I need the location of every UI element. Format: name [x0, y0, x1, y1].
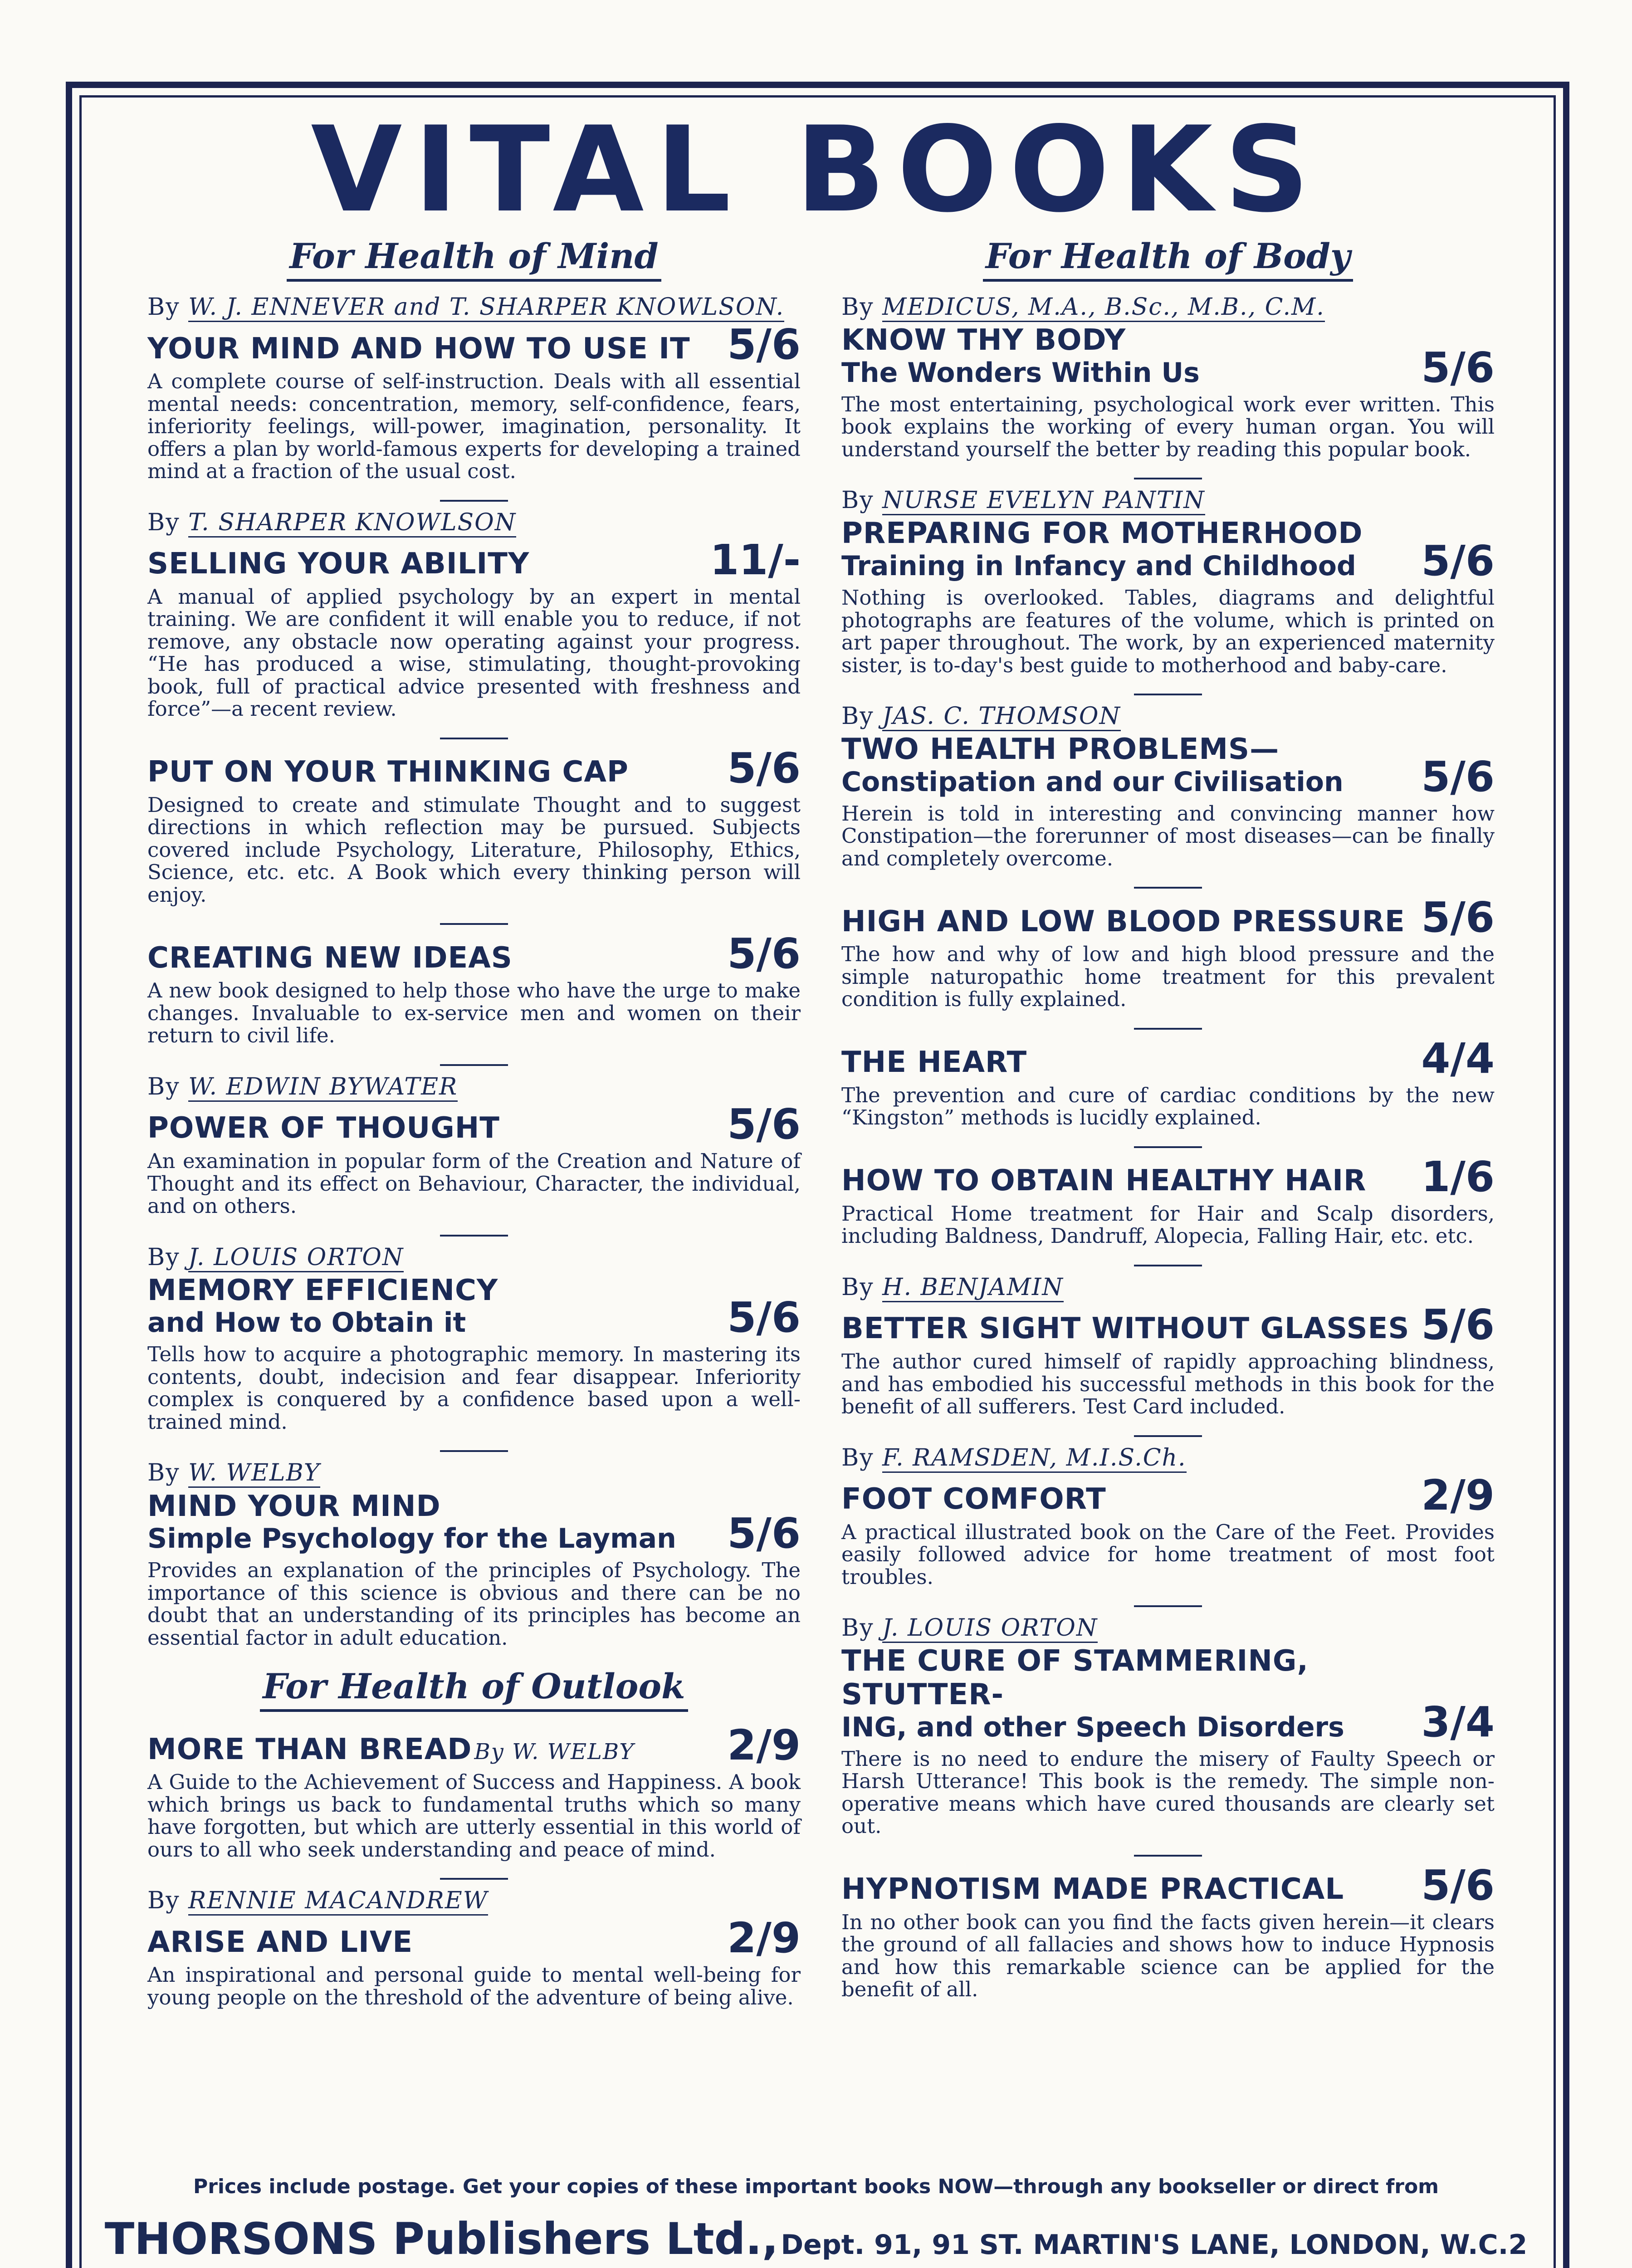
book-description: A practical illustrated book on the Care of the Feet. Provides easily followed advice for home treatment of most foot troubles. — [841, 1520, 1495, 1589]
author-name: T. SHARPER KNOWLSON — [188, 509, 516, 538]
book-heading — [147, 1721, 801, 1770]
book-heading — [841, 1471, 1495, 1520]
book-description: There is no need to endure the misery of Faulty Speech or Harsh Utterance! This book is the remedy. The simple non-operative means which have cured thousands are clearly set out. — [841, 1746, 1495, 1838]
book-heading — [841, 1300, 1495, 1349]
book-price: 5/6 — [727, 1293, 801, 1342]
divider-rule — [1134, 1855, 1202, 1857]
book-price: 5/6 — [727, 929, 801, 978]
book-price: 5/6 — [1421, 537, 1495, 586]
book-author — [841, 1445, 1495, 1471]
book-entry — [147, 294, 801, 483]
book-entry — [841, 294, 1495, 460]
book-description: Nothing is overlooked. Tables, diagrams and delightful photographs are features of the volume, which is printed on art paper throughout. The work, by an experienced maternity sister, is to-day's best guide to motherhood and baby-care. — [841, 586, 1495, 677]
book-heading — [841, 733, 1495, 801]
book-title: PREPARING FOR MOTHERHOOD — [841, 517, 1363, 551]
author-name: H. BENJAMIN — [882, 1274, 1064, 1302]
author-prefix: By — [841, 1273, 874, 1301]
book-author — [147, 1888, 801, 1914]
book-title-block — [147, 1733, 635, 1767]
book-entry — [841, 1028, 1495, 1129]
book-description: A manual of applied psychology by an expert in mental training. We are confident it will enable you to reduce, if not remove, any obstacle now operating against your progress. “He has produced a wise, stimulating, thought-provoking book, full of practical advice presented with freshness and force”—a recent review. — [147, 584, 801, 721]
book-subtitle: Simple Psychology for the Layman — [147, 1523, 676, 1555]
book-description: The how and why of low and high blood pressure and the simple naturopathic home treatment for this prevalent condition is fully explained. — [841, 942, 1495, 1012]
book-price: 2/9 — [727, 1721, 801, 1770]
book-heading — [147, 320, 801, 369]
book-price: 5/6 — [1421, 752, 1495, 801]
book-title-block — [147, 1112, 500, 1145]
book-title: THE HEART — [841, 1046, 1027, 1080]
book-price: 5/6 — [1421, 893, 1495, 942]
author-name: W. WELBY — [188, 1459, 320, 1488]
book-title: THE CURE OF STAMMERING, STUTTER- — [841, 1644, 1309, 1711]
book-heading — [147, 929, 801, 978]
book-title: CREATING NEW IDEAS — [147, 941, 513, 975]
book-title-block — [841, 1645, 1412, 1743]
book-entry — [841, 887, 1495, 1011]
book-entry — [147, 1064, 801, 1217]
book-heading — [841, 1152, 1495, 1201]
book-entry — [147, 738, 801, 906]
book-price: 5/6 — [1421, 343, 1495, 392]
book-title: HIGH AND LOW BLOOD PRESSURE — [841, 904, 1405, 938]
author-name: W. EDWIN BYWATER — [188, 1073, 458, 1102]
book-title: ARISE AND LIVE — [147, 1925, 413, 1959]
book-author — [841, 704, 1495, 729]
author-prefix: By — [147, 1459, 180, 1487]
book-heading — [147, 1100, 801, 1149]
book-subtitle: The Wonders Within Us — [841, 357, 1200, 389]
book-author — [841, 294, 1495, 320]
book-description: Designed to create and stimulate Thought and to suggest directions in which reflection may be pursued. Subjects covered include Psychology, Literature, Philosophy, Ethics, Science, etc. etc. A Book which every thinking person will enjoy. — [147, 792, 801, 907]
book-price: 5/6 — [727, 320, 801, 369]
book-title-block — [841, 517, 1363, 582]
divider-rule — [440, 500, 508, 502]
section-heading-text: For Health of Mind — [287, 236, 661, 282]
book-heading — [147, 535, 801, 584]
section-heading — [147, 236, 801, 276]
book-price: 5/6 — [727, 1509, 801, 1558]
section-heading — [147, 1666, 801, 1706]
right-column — [841, 236, 1495, 2018]
author-name: J. LOUIS ORTON — [882, 1614, 1098, 1643]
book-heading — [147, 1489, 801, 1558]
book-title-block — [147, 1490, 676, 1555]
divider-rule — [1134, 1435, 1202, 1437]
divider-rule — [1134, 1605, 1202, 1607]
book-entry — [841, 1265, 1495, 1418]
author-name: J. LOUIS ORTON — [188, 1244, 404, 1272]
left-column — [147, 236, 801, 2026]
divider-rule — [440, 923, 508, 925]
book-title-block — [147, 942, 513, 975]
book-entry — [841, 1435, 1495, 1589]
book-entry — [147, 1721, 801, 1862]
book-heading — [841, 323, 1495, 392]
book-title: POWER OF THOUGHT — [147, 1111, 500, 1145]
book-description: The most entertaining, psychological work ever written. This book explains the working of every human organ. You will understand yourself the better by reading this popular book. — [841, 392, 1495, 461]
book-title-block — [147, 1274, 498, 1339]
book-entry — [147, 1878, 801, 2009]
book-author — [147, 1245, 801, 1271]
book-description: In no other book can you find the facts given herein—it clears the ground of all fallacies and shows how to induce Hypnosis and how this remarkable science can be applied for the benefit of all. — [841, 1910, 1495, 2002]
author-name: MEDICUS, M.A., B.Sc., M.B., C.M. — [882, 293, 1325, 322]
author-prefix: By — [841, 293, 874, 321]
book-title-block — [147, 756, 629, 789]
book-title: SELLING YOUR ABILITY — [147, 547, 530, 581]
book-price: 2/9 — [727, 1914, 801, 1963]
book-entry — [841, 1605, 1495, 1837]
book-title: KNOW THY BODY — [841, 323, 1126, 357]
book-title-block — [841, 733, 1344, 798]
author-prefix: By — [147, 293, 180, 321]
book-subtitle: Training in Infancy and Childhood — [841, 550, 1356, 582]
book-author — [841, 1275, 1495, 1300]
book-entry — [147, 923, 801, 1047]
book-heading — [841, 1034, 1495, 1083]
book-price: 5/6 — [727, 743, 801, 792]
book-title: MIND YOUR MIND — [147, 1489, 441, 1523]
book-title-block — [841, 1873, 1344, 1906]
publisher-address: Dept. 91, 91 ST. MARTIN'S LANE, LONDON, W.C.2 — [781, 2229, 1528, 2261]
book-description: A complete course of self-instruction. Deals with all essential mental needs: concentration, memory, self-confidence, fears, inferiority feelings, will-power, imagination, personality. It offers a plan by world-famous experts for developing a trained mind at a fraction of the usual cost. — [147, 369, 801, 484]
author-prefix: By — [147, 1887, 180, 1915]
book-title: HYPNOTISM MADE PRACTICAL — [841, 1872, 1344, 1906]
section-heading-text: For Health of Body — [983, 236, 1353, 282]
section-heading — [841, 236, 1495, 276]
book-title: TWO HEALTH PROBLEMS— — [841, 733, 1280, 767]
book-title: YOUR MIND AND HOW TO USE IT — [147, 332, 690, 366]
section-heading-text: For Health of Outlook — [260, 1666, 688, 1712]
book-description: Practical Home treatment for Hair and Scalp disorders, including Baldness, Dandruff, Alopecia, Falling Hair, etc. etc. — [841, 1201, 1495, 1248]
book-title-block — [841, 324, 1200, 389]
book-description: The prevention and cure of cardiac conditions by the new “Kingston” methods is lucidly explained. — [841, 1083, 1495, 1130]
book-title: MORE THAN BREAD — [147, 1732, 472, 1766]
divider-rule — [440, 1878, 508, 1880]
divider-rule — [440, 1450, 508, 1452]
book-title: PUT ON YOUR THINKING CAP — [147, 755, 629, 789]
book-entry — [841, 1146, 1495, 1247]
book-title-block — [147, 1926, 413, 1960]
book-price: 5/6 — [1421, 1300, 1495, 1349]
book-heading — [147, 1273, 801, 1342]
book-heading — [147, 1914, 801, 1963]
book-description: A new book designed to help those who have the urge to make changes. Invaluable to ex-service men and women on their return to civil life. — [147, 978, 801, 1048]
book-author — [147, 1460, 801, 1486]
divider-rule — [1134, 1028, 1202, 1030]
book-subtitle: and How to Obtain it — [147, 1307, 466, 1339]
divider-rule — [440, 1235, 508, 1237]
book-title: MEMORY EFFICIENCY — [147, 1273, 498, 1307]
author-prefix: By — [147, 1243, 180, 1271]
author-prefix: By — [841, 1444, 874, 1471]
book-title-block — [841, 1312, 1409, 1346]
book-heading — [147, 743, 801, 792]
book-title: HOW TO OBTAIN HEALTHY HAIR — [841, 1164, 1367, 1198]
book-title-block — [841, 905, 1405, 939]
divider-rule — [1134, 1265, 1202, 1266]
book-author — [841, 1615, 1495, 1641]
book-subtitle: Constipation and our Civilisation — [841, 766, 1344, 798]
book-price: 5/6 — [1421, 1861, 1495, 1910]
book-title-block — [841, 1483, 1106, 1516]
book-author — [147, 1074, 801, 1100]
book-heading — [841, 1861, 1495, 1910]
book-author — [841, 488, 1495, 513]
book-author — [147, 294, 801, 320]
book-title-block — [841, 1046, 1027, 1080]
book-description: Tells how to acquire a photographic memory. In mastering its contents, doubt, indecision and fear disappear. Inferiority complex is conquered by a confidence based upon a well-trained mind. — [147, 1342, 801, 1434]
author-name: RENNIE MACANDREW — [188, 1887, 488, 1916]
book-description: The author cured himself of rapidly approaching blindness, and has embodied his successful methods in this book for the benefit of all sufferers. Test Card included. — [841, 1349, 1495, 1419]
book-heading — [841, 1644, 1495, 1746]
divider-rule — [1134, 694, 1202, 695]
divider-rule — [440, 738, 508, 739]
book-entry — [841, 478, 1495, 676]
book-description: A Guide to the Achievement of Success and Happiness. A book which brings us back to fundamental truths which so many have forgotten, but which are utterly essential in this world of ours to all who seek understanding and peace of mind. — [147, 1770, 801, 1862]
divider-rule — [440, 1064, 508, 1066]
footer-prices-note: Prices include postage. Get your copies of these important books NOW—through any bookseller or direct from — [193, 2175, 1439, 2198]
book-author — [147, 510, 801, 536]
book-entry — [841, 1855, 1495, 2001]
author-prefix: By — [841, 703, 874, 730]
author-name: F. RAMSDEN, M.I.S.Ch. — [882, 1444, 1186, 1473]
book-entry — [147, 1450, 801, 1649]
book-description: Herein is told in interesting and convincing manner how Constipation—the forerunner of most diseases—can be finally and completely overcome. — [841, 801, 1495, 870]
book-title: BETTER SIGHT WITHOUT GLASSES — [841, 1312, 1410, 1346]
book-price: 1/6 — [1421, 1152, 1495, 1201]
book-price: 2/9 — [1421, 1471, 1495, 1520]
page-title: VITAL BOOKS — [311, 102, 1321, 239]
book-entry — [147, 500, 801, 720]
book-title: FOOT COMFORT — [841, 1482, 1106, 1516]
book-title-block — [147, 547, 529, 581]
author-name: JAS. C. THOMSON — [882, 703, 1121, 731]
book-description: Provides an explanation of the principles of Psychology. The importance of this science is obvious and there can be no doubt that an understanding of its principles has become an essential factor in adult education. — [147, 1558, 801, 1650]
book-subtitle: ING, and other Speech Disorders — [841, 1711, 1344, 1743]
book-title-block — [841, 1164, 1366, 1198]
book-heading — [841, 517, 1495, 586]
book-price: 4/4 — [1421, 1034, 1495, 1083]
book-price: 11/- — [710, 535, 801, 584]
author-prefix: By — [147, 1073, 180, 1100]
book-inline-author: By W. WELBY — [474, 1739, 635, 1765]
book-heading — [841, 893, 1495, 942]
author-prefix: By — [147, 508, 180, 536]
book-title-block — [147, 332, 690, 366]
author-prefix: By — [841, 487, 874, 514]
author-name: NURSE EVELYN PANTIN — [882, 487, 1205, 515]
book-entry — [841, 694, 1495, 870]
divider-rule — [1134, 887, 1202, 889]
book-entry — [147, 1235, 801, 1433]
author-prefix: By — [841, 1614, 874, 1642]
footer-publisher-line — [0, 2214, 1632, 2264]
book-price: 3/4 — [1421, 1697, 1495, 1746]
publisher-name: THORSONS Publishers Ltd., — [104, 2214, 779, 2264]
author-name: W. J. ENNEVER and T. SHARPER KNOWLSON. — [188, 293, 784, 322]
book-price: 5/6 — [727, 1100, 801, 1149]
book-description: An examination in popular form of the Creation and Nature of Thought and its effect on Behaviour, Character, the individual, and on others. — [147, 1149, 801, 1218]
divider-rule — [1134, 478, 1202, 479]
book-description: An inspirational and personal guide to mental well-being for young people on the threshold of the adventure of being alive. — [147, 1963, 801, 2009]
divider-rule — [1134, 1146, 1202, 1148]
